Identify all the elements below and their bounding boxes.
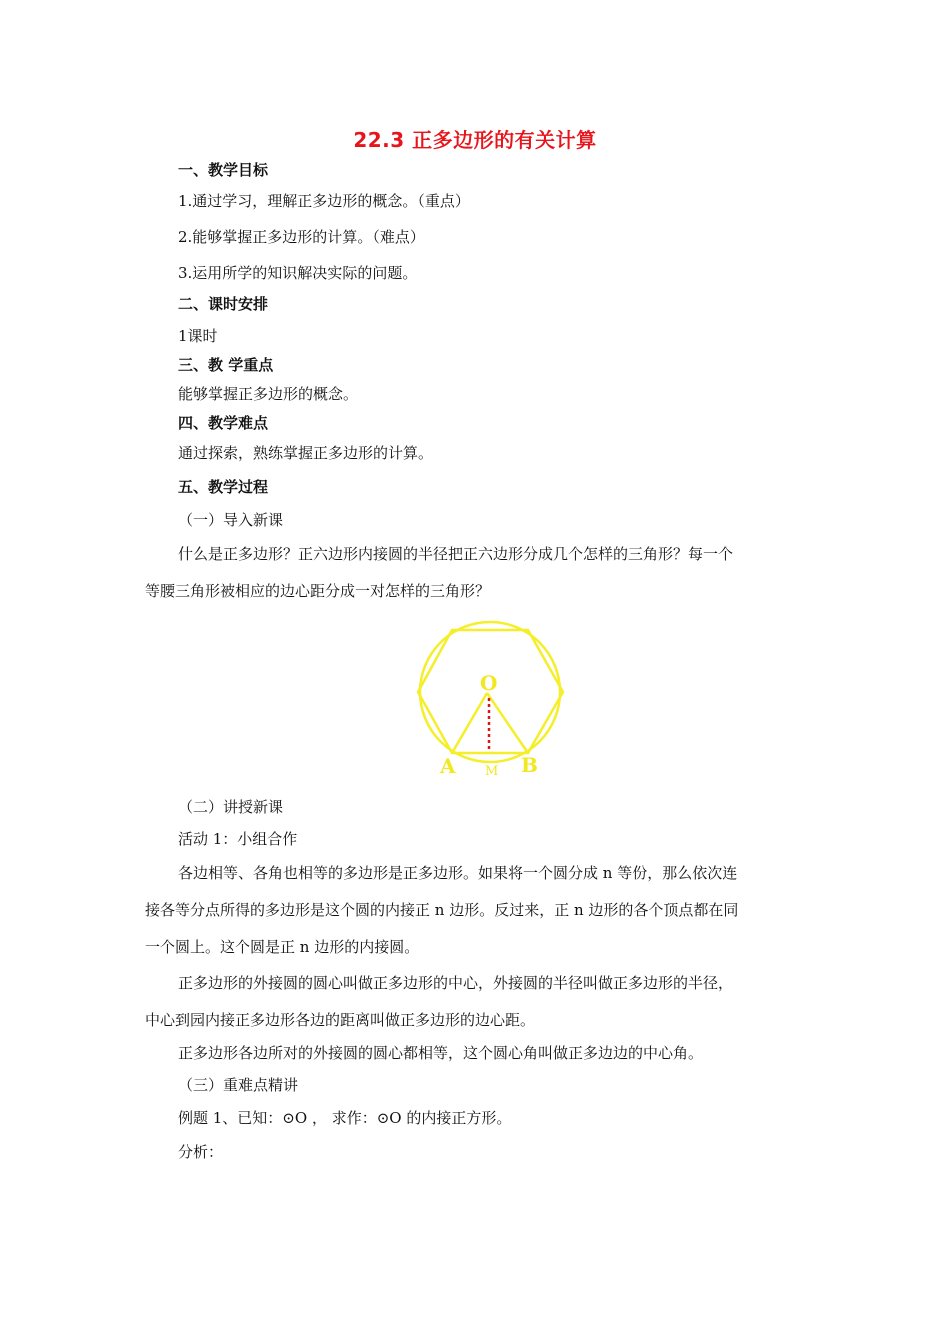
objective-3: 3.运用所学的知识解决实际的问题。	[178, 264, 418, 282]
objective-1: 1.通过学习，理解正多边形的概念。（重点）	[178, 192, 470, 210]
analysis-label: 分析：	[178, 1143, 224, 1161]
difficulty-text: 通过探索，熟练掌握正多边形的计算。	[178, 444, 434, 462]
step-key-points-heading: （三）重难点精讲	[178, 1076, 299, 1094]
objective-2: 2.能够掌握正多边形的计算。（难点）	[178, 228, 425, 246]
section-heading-objectives: 一、教学目标	[178, 161, 269, 179]
focus-text: 能够掌握正多边形的概念。	[178, 385, 359, 403]
definition-line-2: 接各等分点所得的多边形是这个圆的内接正 n 边形。反过来，正 n 边形的各个顶点都在同	[145, 901, 739, 919]
schedule-hours: 1课时	[178, 327, 218, 345]
example-1: 例题 1、已知：⊙O ， 求作：⊙O 的内接正方形。	[178, 1109, 512, 1127]
section-heading-focus: 三、教 学重点	[178, 356, 274, 374]
activity-1-heading: 活动 1：小组合作	[178, 830, 298, 848]
section-heading-process: 五、教学过程	[178, 478, 269, 496]
label-o: O	[480, 671, 498, 695]
label-m: M	[485, 764, 499, 779]
center-definition-line-2: 中心到园内接正多边形各边的距离叫做正多边形的边心距。	[145, 1011, 536, 1029]
section-heading-schedule: 二、课时安排	[178, 295, 269, 313]
label-a: A	[440, 754, 456, 778]
step-teaching-heading: （二）讲授新课	[178, 798, 284, 816]
radius-oa	[452, 693, 487, 753]
definition-line-3: 一个圆上。这个圆是正 n 边形的内接圆。	[145, 938, 420, 956]
central-angle-definition: 正多边形各边所对的外接圆的圆心都相等，这个圆心角叫做正多边边的中心角。	[178, 1044, 704, 1062]
intro-question-line-2: 等腰三角形被相应的边心距分成一对怎样的三角形？	[145, 582, 491, 600]
hexagon-circle-figure	[405, 612, 575, 780]
label-b: B	[521, 753, 538, 777]
document-title: 22.3 正多边形的有关计算	[353, 128, 597, 152]
radius-ob	[487, 693, 528, 753]
hexagon-circle-diagram	[405, 612, 575, 780]
center-definition-line-1: 正多边形的外接圆的圆心叫做正多边形的中心，外接圆的半径叫做正多边形的半径，	[178, 974, 734, 992]
step-intro-heading: （一）导入新课	[178, 511, 284, 529]
definition-line-1: 各边相等、各角也相等的多边形是正多边形。如果将一个圆分成 n 等份，那么依次连	[178, 864, 738, 882]
section-heading-difficulty: 四、教学难点	[178, 414, 269, 432]
intro-question-line-1: 什么是正多边形？正六边形内接圆的半径把正六边形分成几个怎样的三角形？每一个	[178, 545, 734, 563]
